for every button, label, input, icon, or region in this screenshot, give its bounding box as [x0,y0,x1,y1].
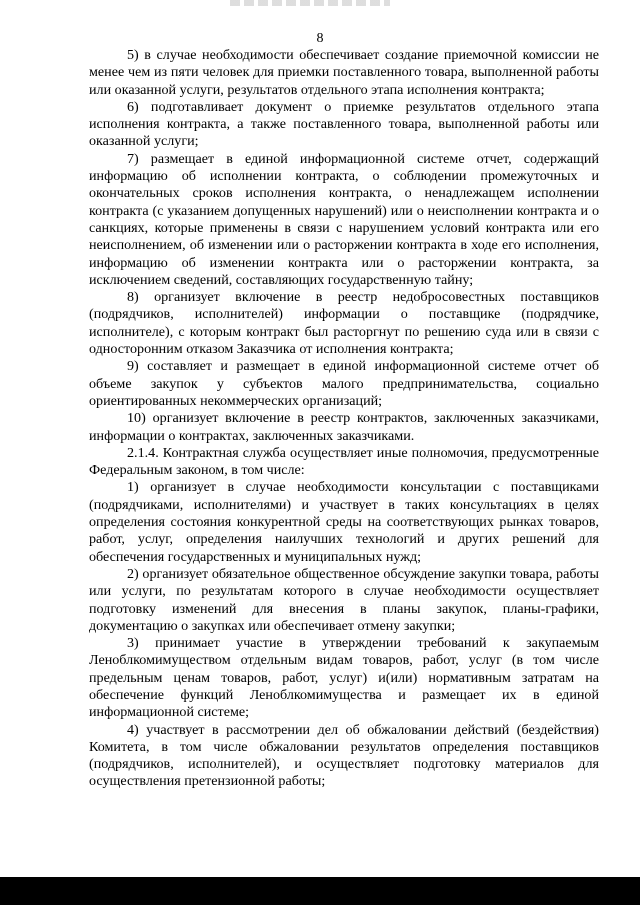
scan-bottom-border [0,877,640,905]
paragraph-item-10: 10) организует включение в реестр контрактов, заключенных заказчиками, информации о контрактах, заключенных заказчиками. [89,410,599,444]
paragraph-item-6: 6) подготавливает документ о приемке результатов отдельного этапа исполнения контракта, а также поставленного товара, выполненной работы или оказанной услуги; [89,98,599,150]
section-heading-2-1-4: 2.1.4. Контрактная служба осуществляет иные полномочия, предусмотренные Федеральным законом, в том числе: [89,444,599,479]
scan-artifact [230,0,390,6]
document-body [89,47,599,791]
paragraph-item-7: 7) размещает в единой информационной системе отчет, содержащий информацию об исполнении контракта, о соблюдении промежуточных и окончательных сроков исполнения контракта, о ненадлежащем исполнении контракта (с указанием допущенных нарушений) или о неисполнении контракта и о санкциях, которые применены в связи с нарушением условий контракта или его неисполнением, об изменении или о расторжении контракта в ходе его исполнения, информацию об изменении контракта или о расторжении контракта, за исключением сведений, составляющих государственную тайну; [89,150,599,288]
paragraph-item-5: 5) в случае необходимости обеспечивает создание приемочной комиссии не менее чем из пяти человек для приемки поставленного товара, выполненной работы или оказанной услуги, результатов отдельного этапа исполнения контракта; [89,47,599,98]
page-number: 8 [316,31,324,46]
paragraph-subitem-4: 4) участвует в рассмотрении дел об обжаловании действий (бездействия) Комитета, в том числе обжаловании результатов определения поставщиков (подрядчиков, исполнителей), и осуществляет подготовку материалов для осуществления претензионной работы; [89,721,599,790]
paragraph-item-9: 9) составляет и размещает в единой информационной системе отчет об объеме закупок у субъектов малого предпринимательства, социально ориентированных некоммерческих организаций; [89,358,599,409]
paragraph-subitem-2: 2) организует обязательное общественное обсуждение закупки товара, работы или услуги, по результатам которого в случае необходимости осуществляет подготовку изменений для внесения в планы закупок, планы-графики, документацию о закупках или обеспечивает отмену закупки; [89,565,599,634]
paragraph-item-8: 8) организует включение в реестр недобросовестных поставщиков (подрядчиков, исполнителей) информации о поставщике (подрядчике, исполнителе), с которым контракт был расторгнут по решению суда или в связи с односторонним отказом Заказчика от исполнения контракта; [89,289,599,358]
paragraph-subitem-1: 1) организует в случае необходимости консультации с поставщиками (подрядчиками, исполнителями) и участвует в таких консультациях в целях определения состояния конкурентной среды на соответствующих рынках товаров, работ, услуг, определения наилучших технологий и других решений для обеспечения государственных и муниципальных нужд; [89,479,599,565]
paragraph-subitem-3: 3) принимает участие в утверждении требований к закупаемым Леноблкомимуществом отдельным видам товаров, работ, услуг (в том числе предельным ценам товаров, работ, услуг) и(или) нормативным затратам на обеспечение функций Леноблкомимущества и размещает их в единой информационной системе; [89,635,599,721]
